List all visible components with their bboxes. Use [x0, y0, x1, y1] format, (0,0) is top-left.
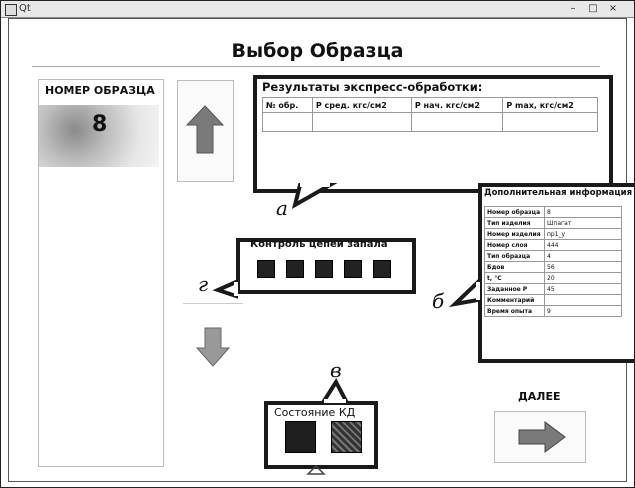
- next-label: ДАЛЕЕ: [518, 390, 561, 403]
- info-key: Время опыта: [485, 306, 545, 317]
- page-title: Выбор Образца: [231, 40, 404, 62]
- callout-letter-b: б: [432, 289, 445, 313]
- callout-letter-v: в: [330, 358, 342, 382]
- callout-pointer-v: [324, 382, 346, 401]
- extra-info-title: Дополнительная информация: [484, 188, 633, 198]
- info-value[interactable]: 4: [545, 251, 622, 262]
- column-header[interactable]: P сред. кгс/см2: [312, 98, 411, 113]
- info-key: Бдов: [485, 262, 545, 273]
- column-header[interactable]: P нач. кгс/см2: [411, 98, 502, 113]
- info-key: Номер слоя: [485, 240, 545, 251]
- column-header[interactable]: № обр.: [263, 98, 313, 113]
- kd-state-title: Состояние КД: [274, 406, 356, 419]
- close-button[interactable]: ×: [608, 3, 618, 14]
- info-key: Тип изделия: [485, 218, 545, 229]
- info-value[interactable]: 444: [545, 240, 622, 251]
- sample-label: НОМЕР ОБРАЗЦА: [45, 84, 155, 97]
- info-value[interactable]: 20: [545, 273, 622, 284]
- column-header[interactable]: P max, кгс/см2: [503, 98, 598, 113]
- minimize-button[interactable]: –: [570, 3, 576, 14]
- callout-pointer-b: [455, 282, 478, 304]
- sample-number: 8: [92, 112, 108, 137]
- fuse-control-title: Контроль цепей запала: [250, 239, 388, 250]
- info-key: Тип образца: [485, 251, 545, 262]
- callout-letter-g: г: [198, 272, 209, 296]
- info-key: Заданное P: [485, 284, 545, 295]
- info-key: Комментарий: [485, 295, 545, 306]
- maximize-button[interactable]: □: [588, 3, 598, 14]
- info-value[interactable]: Шпагат: [545, 218, 622, 229]
- callout-letter-a: а: [276, 196, 288, 220]
- info-value[interactable]: пр1_у: [545, 229, 622, 240]
- callout-pointer-g: [218, 282, 236, 296]
- results-title: Результаты экспресс-обработки:: [262, 80, 483, 94]
- info-key: t, °C: [485, 273, 545, 284]
- callout-pointer-a: [295, 185, 330, 205]
- info-value[interactable]: 56: [545, 262, 622, 273]
- info-value[interactable]: 8: [545, 207, 622, 218]
- info-value[interactable]: 45: [545, 284, 622, 295]
- info-key: Номер образца: [485, 207, 545, 218]
- window-title: Qt: [19, 3, 31, 14]
- info-value[interactable]: 9: [545, 306, 622, 317]
- info-key: Номер изделия: [485, 229, 545, 240]
